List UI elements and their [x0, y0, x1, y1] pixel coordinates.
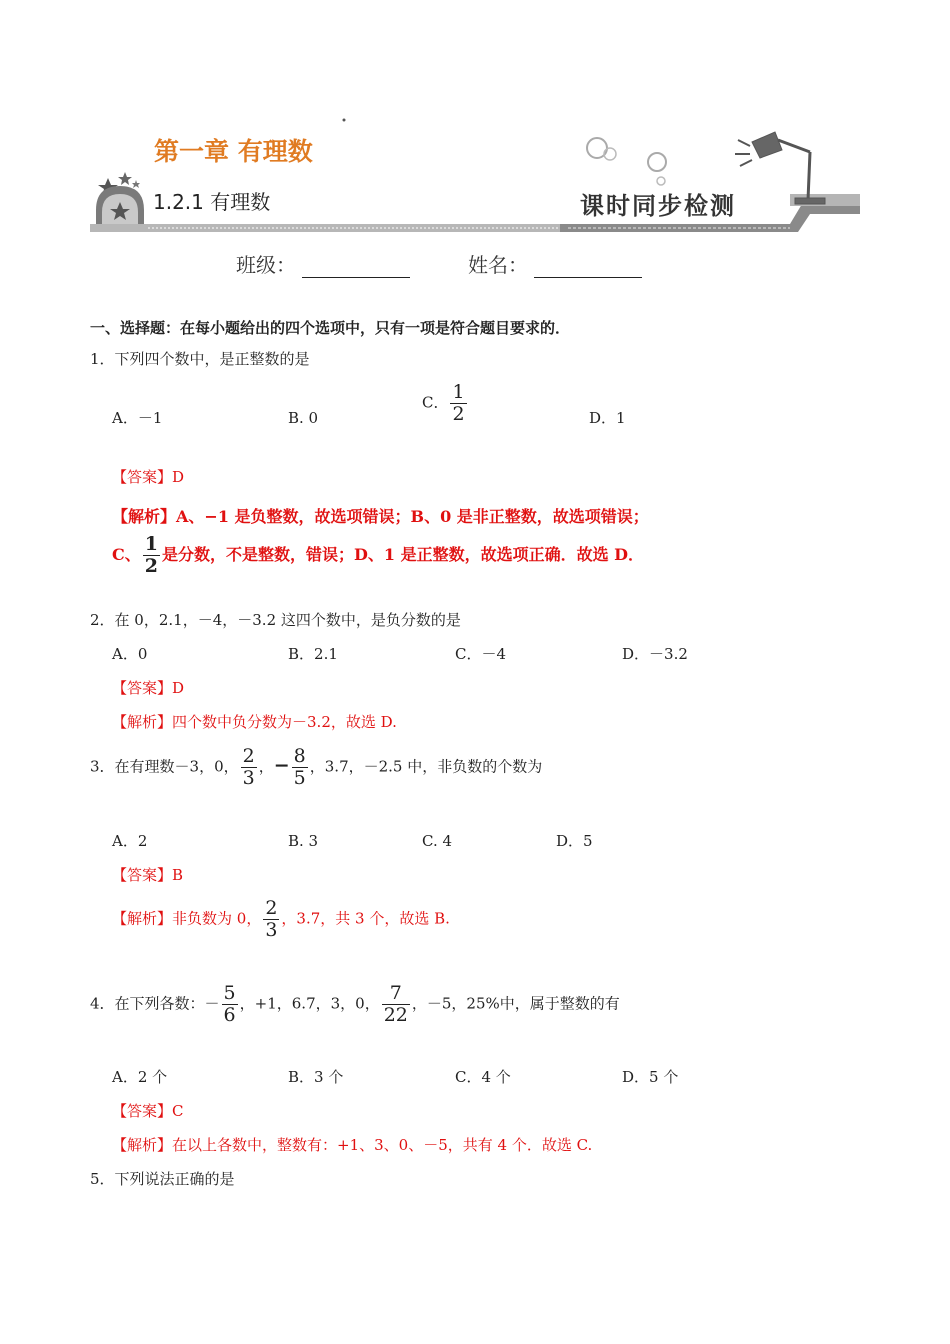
- q3-option-a: A．2: [112, 832, 148, 850]
- q1-option-a: A．－1: [112, 409, 163, 427]
- star-icon: [132, 180, 140, 188]
- q2-stem: 2．在 0，2.1，－4，－3.2 这四个数中，是负分数的是: [90, 611, 461, 629]
- q2-option-c: C．－4: [455, 645, 507, 663]
- star-icon: [118, 172, 132, 185]
- class-label: 班级：: [236, 253, 296, 277]
- section-title: 1.2.1 有理数: [153, 190, 271, 214]
- q4-option-b: B．3 个: [288, 1068, 344, 1086]
- q3-option-b: B. 3: [288, 832, 319, 850]
- q1-explanation-line2: C、 $\frac{1}{2}$ 是分数，不是整数，错误；D、1 是正整数，故选项正确．故选 D．: [112, 533, 645, 577]
- name-label: 姓名：: [468, 253, 528, 277]
- q4-stem: 4．在下列各数：－ $\frac{5}{6}$ ，+1，6.7，3，0， $\frac{7}{22}$ ，－5，25%中，属于整数的有: [90, 982, 620, 1026]
- header-decoration: [90, 110, 870, 240]
- name-blank[interactable]: [534, 257, 642, 278]
- q3-explanation: 【解析】非负数为 0， $\frac{2}{3}$ ，3.7，共 3 个，故选 B.: [112, 897, 450, 941]
- q3-answer: 【答案】B: [112, 866, 184, 884]
- q1-option-d: D．1: [589, 409, 626, 427]
- class-blank[interactable]: [302, 257, 410, 278]
- q1-stem: 1．下列四个数中，是正整数的是: [90, 350, 310, 368]
- q2-answer: 【答案】D: [112, 679, 185, 697]
- q4-option-c: C．4 个: [455, 1068, 511, 1086]
- q1-option-b: B. 0: [288, 409, 319, 427]
- part-title: 一、选择题：在每小题给出的四个选项中，只有一项是符合题目要求的．: [90, 319, 571, 337]
- q4-option-a: A．2 个: [112, 1068, 168, 1086]
- q3-option-c: C. 4: [422, 832, 453, 850]
- q1-answer: 【答案】D: [112, 468, 185, 486]
- name-field: [468, 249, 642, 278]
- badge-title: 课时同步检测: [580, 191, 736, 220]
- q4-answer: 【答案】C: [112, 1102, 184, 1120]
- q2-option-b: B．2.1: [288, 645, 338, 663]
- q2-option-d: D．－3.2: [622, 645, 688, 663]
- fraction-numerator: 1: [452, 381, 465, 403]
- q3-stem: 3．在有理数－3，0， $\frac{2}{3}$ ，− $\frac{8}{5}$ ，3.7，－2.5 中，非负数的个数为: [90, 745, 543, 789]
- class-field: [236, 249, 410, 278]
- desk-lamp-icon: [735, 132, 825, 204]
- q5-stem: 5．下列说法正确的是: [90, 1170, 235, 1188]
- fraction-denominator: 2: [452, 402, 465, 425]
- q4-option-d: D．5 个: [622, 1068, 679, 1086]
- q3-option-d: D．5: [556, 832, 593, 850]
- q4-explanation: 【解析】在以上各数中，整数有：+1、3、0、－5，共有 4 个．故选 C.: [112, 1136, 593, 1154]
- q1-option-c: C． $\frac{1}{2}$: [422, 381, 465, 425]
- q2-explanation: 【解析】四个数中负分数为－3.2，故选 D.: [112, 713, 397, 731]
- q1-explanation-line1: 【解析】A、−1 是负整数，故选项错误；B、0 是非正整数，故选项错误；: [112, 507, 649, 526]
- q2-option-a: A．0: [112, 645, 148, 663]
- chapter-title: 第一章 有理数: [154, 137, 313, 166]
